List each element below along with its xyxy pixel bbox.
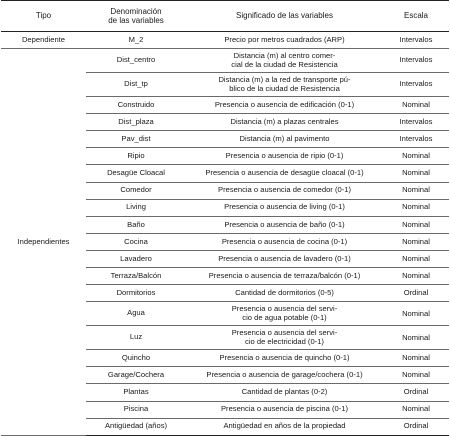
header-variables <box>86 1 186 32</box>
header-row <box>1 1 449 32</box>
variables-table <box>1 0 449 436</box>
cell-escala: Intervalos <box>383 32 449 49</box>
cell-escala: Intervalos <box>383 114 449 131</box>
cell-variable: Ripio <box>86 148 186 165</box>
cell-variable: Pav_dist <box>86 131 186 148</box>
header-tipo: Tipo <box>1 1 86 32</box>
cell-significado <box>186 131 383 148</box>
cell-variable: Lavadero <box>86 250 186 267</box>
significado-line: Distancia (m) al pavimento <box>239 134 330 144</box>
cell-variable: Plantas <box>86 384 186 401</box>
cell-variable: Dist_tp <box>86 73 186 97</box>
cell-variable: Agua <box>86 302 186 326</box>
cell-escala: Nominal <box>383 182 449 199</box>
cell-variable: Dormitorios <box>86 285 186 302</box>
significado-line: Presencia o ausencia de terraza/balcón (0-1) <box>208 270 361 280</box>
cell-escala: Ordinal <box>383 384 449 401</box>
cell-significado <box>186 148 383 165</box>
significado-line: Cantidad de plantas (0-2) <box>241 387 328 397</box>
significado-line: Presencia o ausencia de edificación (0-1) <box>214 99 355 109</box>
cell-escala: Nominal <box>383 250 449 267</box>
significado-line: Presencia o ausencia de piscina (0-1) <box>220 404 349 414</box>
cell-significado <box>186 32 383 49</box>
cell-variable: Cocina <box>86 233 186 250</box>
cell-variable: Construido <box>86 97 186 114</box>
table-row <box>1 49 449 73</box>
significado-line: Presencia o ausencia de quincho (0-1) <box>219 352 350 362</box>
significado-line: Presencia o ausencia de desagüe cloacal (0-1) <box>205 168 364 178</box>
cell-variable: Comedor <box>86 182 186 199</box>
cell-escala: Nominal <box>383 216 449 233</box>
cell-variable: Dist_plaza <box>86 114 186 131</box>
header-variables-line2: de las variables <box>108 16 164 25</box>
significado-line: Distancia (m) al centro comer- <box>233 51 336 61</box>
header-significado: Significado de las variables <box>186 1 383 32</box>
cell-variable: Quincho <box>86 350 186 367</box>
cell-variable: M_2 <box>86 32 186 49</box>
cell-significado <box>186 182 383 199</box>
cell-significado <box>186 350 383 367</box>
cell-significado <box>186 302 383 326</box>
header-variables-line1: Denominación <box>110 6 162 16</box>
cell-escala: Nominal <box>383 302 449 326</box>
cell-escala: Ordinal <box>383 285 449 302</box>
cell-escala: Nominal <box>383 199 449 216</box>
table-body <box>1 32 449 436</box>
significado-line: blico de la ciudad de Resistencia <box>229 83 340 93</box>
significado-line: Presencia o ausencia de living (0-1) <box>224 202 345 212</box>
cell-escala: Nominal <box>383 367 449 384</box>
cell-significado <box>186 367 383 384</box>
cell-variable: Garage/Cochera <box>86 367 186 384</box>
cell-escala: Ordinal <box>383 418 449 435</box>
cell-significado <box>186 49 383 73</box>
cell-variable: Dist_centro <box>86 49 186 73</box>
table-header <box>1 1 449 32</box>
significado-line: Presencia o ausencia del servi- <box>231 328 338 338</box>
significado-line: Presencia o ausencia de cocina (0-1) <box>221 236 348 246</box>
cell-significado <box>186 268 383 285</box>
cell-significado <box>186 165 383 182</box>
significado-line: Presencia o ausencia de ripio (0-1) <box>225 151 344 161</box>
significado-line: cial de la ciudad de Resistencia <box>231 59 338 69</box>
cell-significado <box>186 73 383 97</box>
table-row <box>1 32 449 49</box>
cell-escala: Nominal <box>383 350 449 367</box>
cell-significado <box>186 418 383 435</box>
significado-line: Presencia o ausencia de comedor (0-1) <box>218 185 351 195</box>
significado-line: Distancia (m) a la red de transporte pú- <box>218 75 351 85</box>
cell-variable: Desagüe Cloacal <box>86 165 186 182</box>
cell-significado <box>186 199 383 216</box>
cell-variable: Terraza/Balcón <box>86 268 186 285</box>
cell-escala: Nominal <box>383 148 449 165</box>
cell-escala: Nominal <box>383 233 449 250</box>
significado-line: cio de electricidad (0-1) <box>245 336 324 346</box>
cell-significado <box>186 250 383 267</box>
group-dependiente: Dependiente <box>1 32 86 49</box>
cell-variable: Baño <box>86 216 186 233</box>
cell-escala: Intervalos <box>383 49 449 73</box>
cell-escala: Nominal <box>383 97 449 114</box>
cell-escala: Nominal <box>383 165 449 182</box>
significado-line: cio de agua potable (0-1) <box>242 312 327 322</box>
header-escala: Escala <box>383 1 449 32</box>
cell-significado <box>186 216 383 233</box>
cell-significado <box>186 97 383 114</box>
significado-line: Distancia (m) a plazas centrales <box>230 116 339 126</box>
significado-line: Presencia o ausencia de garage/cochera (0-1) <box>206 370 363 380</box>
significado-line: Cantidad de dormitorios (0-5) <box>235 287 334 297</box>
cell-significado <box>186 233 383 250</box>
cell-escala: Nominal <box>383 268 449 285</box>
significado-line: Precio por metros cuadrados (ARP) <box>224 34 345 44</box>
cell-significado <box>186 384 383 401</box>
cell-escala: Nominal <box>383 326 449 350</box>
cell-escala: Nominal <box>383 401 449 418</box>
significado-line: Presencia o ausencia del servi- <box>231 304 338 314</box>
cell-variable: Piscina <box>86 401 186 418</box>
group-independientes: Independientes <box>1 49 86 436</box>
cell-variable: Luz <box>86 326 186 350</box>
significado-line: Presencia o ausencia de lavadero (0-1) <box>218 253 351 263</box>
cell-significado <box>186 326 383 350</box>
cell-escala: Intervalos <box>383 131 449 148</box>
significado-line: Antigüedad en años de la propiedad <box>223 421 346 431</box>
cell-escala: Intervalos <box>383 73 449 97</box>
cell-variable: Antigüedad (años) <box>86 418 186 435</box>
cell-significado <box>186 114 383 131</box>
significado-line: Presencia o ausencia de baño (0-1) <box>224 219 345 229</box>
cell-variable: Living <box>86 199 186 216</box>
cell-significado <box>186 285 383 302</box>
